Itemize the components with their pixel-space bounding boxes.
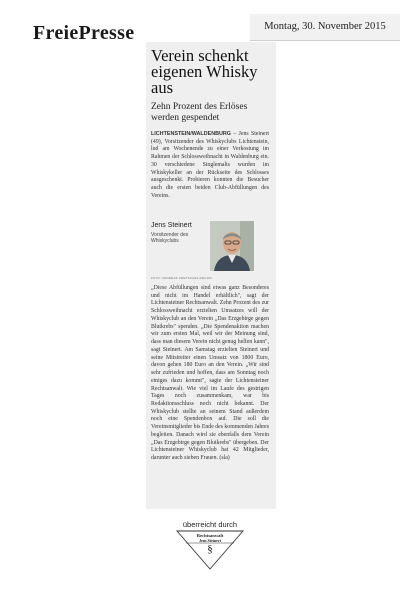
- photo-caption-name: Jens Steinert: [151, 222, 192, 229]
- article-body: „Diese Abfüllungen sind etwas ganz Besonderes und nicht im Handel erhältlich", sagt der Lichtensteiner Rechtsanwalt. Zehn Prozent des zur Schlossweihnacht erzielten Umsatzes will der Whiskyclub an den Verein „Das Erzgebirge gegen Blutkrebs" spenden. „Die Spendenaktion machen wir zum ersten Mal, weil wir der Meinung sind, dass man diesem Verein nicht genug helfen kann", sagt Steinert. Am Samstag erzielten Steinert und seine Mitstreiter einen Umsatz von 1800 Euro, davon gehen 180 Euro an den Verein. „Wir sind sehr zufrieden und hoffen, dass am Sonntag noch einiges dazu kommt", sagte der Lichtensteiner Rechtsanwalt. Wie viel im Laufe des gestrigen Tages noch zusammenkam, war bis Redaktionsschluss noch nicht bekannt. Der Whiskyclub stellte an seinem Stand außerdem noch eine Spendenbox auf. Die soll die Vereinsmitglieder bis Ende des kommenden Jahres begleiten. Danach wird sie ebenfalls dem Verein „Das Erzgebirge gegen Blutkrebs" übergeben. Der Lichtensteiner Whiskyclub hat 42 Mitglieder, darunter auch sieben Frauen. (sla): [151, 285, 270, 462]
- photo-caption-role: Vorsitzender des Whiskyclubs: [151, 232, 189, 244]
- stamp-line-1: Rechtsanwalt: [196, 533, 224, 538]
- paragraph-symbol-icon: §: [207, 543, 213, 555]
- stamp-line-2: Jens Steinert: [198, 538, 222, 543]
- issue-date: Montag, 30. November 2015: [250, 14, 400, 41]
- stamp-label: überreicht durch: [182, 520, 238, 529]
- newspaper-logo: FreiePresse: [33, 22, 135, 44]
- article-subheadline: Zehn Prozent des Erlöses werden gespendet: [151, 102, 248, 123]
- article-headline: Verein schenkt eigenen Whisky aus: [151, 46, 258, 97]
- portrait-photo: [210, 221, 254, 271]
- article-dateline: LICHTENSTEIN/WALDENBURG: [151, 131, 231, 137]
- photo-credit: FOTO: ANDREAS KRETSCHEL/ARCHIV: [151, 276, 213, 280]
- article-intro: [151, 131, 269, 200]
- portrait-image: [210, 221, 254, 271]
- article-intro-text: – Jens Steinert (49), Vorsitzender des Whiskyclubs Lichtenstein, lud am Wochenende zu einer Verkostung im Rahmen der Schlossweihnacht in Waldenburg ein. 30 verschiedene Singlemalts wurden im Whiskykeller an der Rückseite des Schlosses ausgeschenkt. Probieren konnten die Besucher auch die ersten beiden Club-Abfüllungen des Vereins.: [151, 131, 269, 199]
